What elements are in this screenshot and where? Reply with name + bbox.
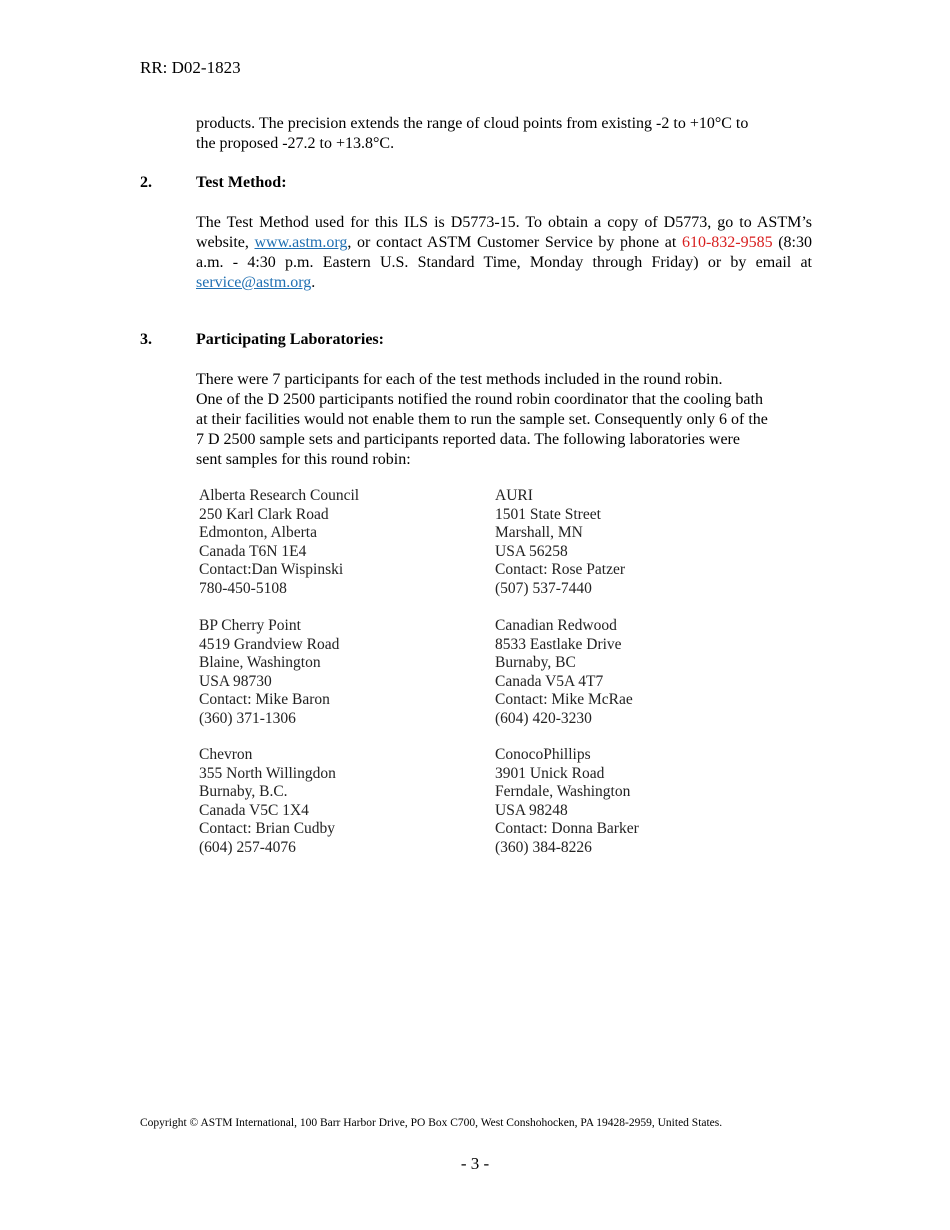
- lab-contact: Contact: Brian Cudby: [199, 820, 336, 838]
- email-link[interactable]: service@astm.org: [196, 274, 312, 291]
- lab-contact: Contact: Mike Baron: [199, 691, 330, 709]
- section-3-paragraph: [196, 370, 812, 470]
- section-2-paragraph: [196, 213, 812, 293]
- lab-city: Marshall, MN: [495, 524, 583, 542]
- lab-address: 250 Karl Clark Road: [199, 505, 329, 523]
- text: , or contact ASTM Customer Service by phone at: [347, 234, 682, 251]
- lab-address: 3901 Unick Road: [495, 764, 605, 782]
- lab-entry: [199, 487, 359, 599]
- intro-line: the proposed -27.2 to +13.8°C.: [196, 135, 395, 152]
- lab-phone: (507) 537-7440: [495, 579, 592, 597]
- text: .: [311, 274, 316, 291]
- lab-name: AURI: [495, 487, 533, 504]
- lab-phone: 780-450-5108: [199, 579, 287, 597]
- lab-city: Blaine, Washington: [199, 654, 321, 672]
- section-3-number: 3.: [140, 331, 152, 348]
- paragraph-line: sent samples for this round robin:: [196, 451, 411, 468]
- lab-phone: (360) 371-1306: [199, 709, 296, 727]
- paragraph-line: One of the D 2500 participants notified the round robin coordinator that the cooling bath: [196, 391, 763, 408]
- lab-phone: (360) 384-8226: [495, 838, 592, 856]
- lab-contact: Contact:Dan Wispinski: [199, 561, 344, 579]
- lab-country: USA 98730: [199, 672, 272, 690]
- lab-phone: (604) 257-4076: [199, 838, 296, 856]
- text: (8:30 a.m. - 4:30 p.m. Eastern U.S. Standard Time, Monday through Friday) or by email at: [196, 234, 813, 271]
- phone-number: 610-832-9585: [681, 234, 773, 251]
- lab-city: Ferndale, Washington: [495, 783, 631, 801]
- lab-name: ConocoPhillips: [495, 746, 591, 763]
- copyright-notice: Copyright © ASTM International, 100 Barr Harbor Drive, PO Box C700, West Conshohocken, PA 19428-2959, United States.: [140, 1117, 723, 1129]
- section-2-number: 2.: [140, 174, 152, 191]
- paragraph-line: There were 7 participants for each of the test methods included in the round robin.: [196, 371, 723, 388]
- lab-entry: [199, 617, 339, 729]
- lab-city: Burnaby, B.C.: [199, 783, 288, 801]
- lab-contact: Contact: Donna Barker: [495, 820, 639, 838]
- lab-entry: [495, 746, 639, 858]
- lab-city: Edmonton, Alberta: [199, 524, 317, 542]
- text: The Test Method used for this ILS is D5773-15. To obtain a copy of D5773, go to ASTM’s website,: [196, 214, 812, 251]
- lab-country: Canada V5C 1X4: [199, 801, 309, 819]
- lab-city: Burnaby, BC: [495, 654, 576, 672]
- section-2-title: Test Method:: [196, 174, 287, 191]
- paragraph-line: 7 D 2500 sample sets and participants reported data. The following laboratories were: [196, 431, 740, 448]
- lab-contact: Contact: Mike McRae: [495, 691, 633, 709]
- lab-country: USA 98248: [495, 801, 568, 819]
- lab-entry: [199, 746, 336, 858]
- intro-paragraph: [196, 114, 812, 154]
- lab-name: BP Cherry Point: [199, 617, 301, 634]
- lab-entry: [495, 617, 633, 729]
- lab-address: 4519 Grandview Road: [199, 635, 340, 653]
- lab-address: 1501 State Street: [495, 505, 601, 523]
- lab-country: Canada V5A 4T7: [495, 672, 604, 690]
- lab-name: Chevron: [199, 746, 253, 763]
- page-number: - 3 -: [460, 1154, 490, 1173]
- lab-country: Canada T6N 1E4: [199, 542, 307, 560]
- section-3-title: Participating Laboratories:: [196, 331, 384, 348]
- website-link[interactable]: www.astm.org: [254, 234, 348, 251]
- lab-phone: (604) 420-3230: [495, 709, 592, 727]
- lab-contact: Contact: Rose Patzer: [495, 561, 625, 579]
- lab-name: Canadian Redwood: [495, 617, 617, 634]
- lab-name: Alberta Research Council: [199, 487, 360, 504]
- lab-entry: [495, 487, 625, 599]
- lab-address: 355 North Willingdon: [199, 764, 336, 782]
- paragraph-line: at their facilities would not enable them to run the sample set. Consequently only 6 of the: [196, 411, 768, 428]
- report-id: RR: D02-1823: [140, 58, 241, 77]
- intro-line: products. The precision extends the range of cloud points from existing -2 to +10°C to: [196, 115, 749, 132]
- lab-address: 8533 Eastlake Drive: [495, 635, 622, 653]
- lab-country: USA 56258: [495, 542, 568, 560]
